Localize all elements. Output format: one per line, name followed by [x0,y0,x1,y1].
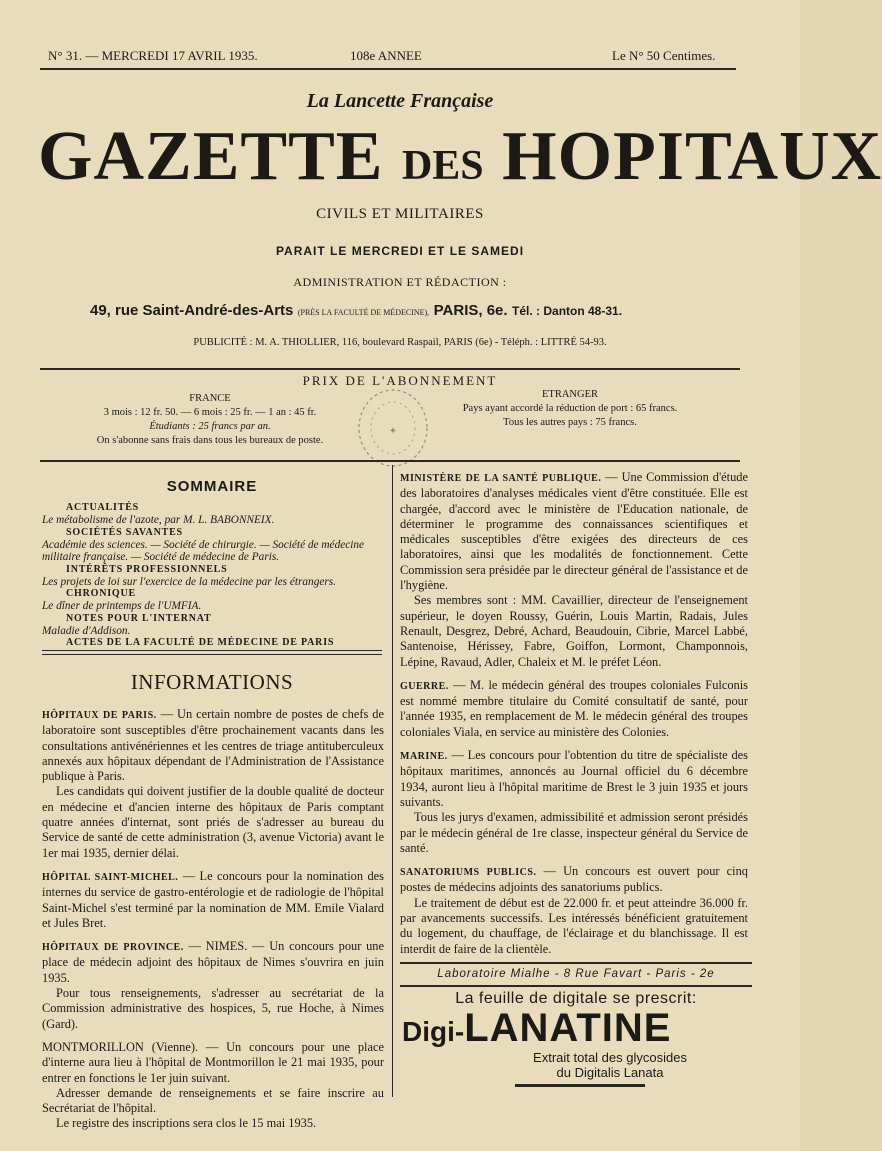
right-text: Ses membres sont : MM. Cavaillier, directeur de l'enseignement supérieur, le doyen Roussy, Guérin, Louis Martin, Radais, Jules Renault, Desgrez, Debré, Achard, Beaudouin, Cibrie, Marcel Labbé, Santenoise, Hérissey, Fabre, Goiffon, Lormont, Champonnois, Lépine, Ravaud, Adler, Chaleix et M. le préfet Léon. [400,593,748,669]
newspaper-title [38,118,882,195]
right-paragraph [400,678,748,740]
informations-title: INFORMATIONS [130,670,294,694]
subtitle: La Lancette Française [306,90,494,112]
info-lead: MONTMORILLON [42,1039,144,1054]
advert-line-2: du Digitalis Lanata [556,1065,664,1080]
sommaire-item: Les projets de loi sur l'exercice de la médecine par les étrangers. [42,575,336,588]
advert-brand [402,1008,752,1048]
right-text: — Un concours est ouvert pour cinq postes de médecins adjoints des sanatoriums publics. [400,864,748,895]
sommaire-category: ACTES DE LA FACULTÉ DE MÉDECINE DE PARIS [66,637,335,648]
right-text: — Les concours pour l'obtention du titre de spécialiste des hôpitaux maritimes, annoncés au Journal officiel du 6 décembre 1934, auront lieu à l'hôpital maritime de Brest le 3 juin 1935 et jours suivants. [400,748,748,809]
right-lead: MARINE. [400,751,448,763]
advert-prescrit: La feuille de digitale se prescrit: [455,990,697,1007]
advert-lab: Laboratoire Mialhe - 8 Rue Favart - Paris - 2e [437,968,715,980]
title-part-gazette: GAZETTE [38,118,384,195]
publicite-line: PUBLICITÉ : M. A. THIOLLIER, 116, boulevard Raspail, PARIS (6e) - Téléph. : LITTRÉ 54-93. [193,337,607,348]
sommaire-list [42,502,382,649]
sommaire-item: Académie des sciences. — Société de chirurgie. — Société de médecine militaire française. — Société de médecine de Paris. [42,538,365,563]
year-line: 108e ANNEE [350,48,422,63]
info-text: (Vienne). — Un concours pour une place d'interne aura lieu à l'hôpital de Montmorillon le 21 mai 1935, pour entrer en fonctions le 1er juin suivant. [42,1039,384,1085]
digilanatine-advert [400,968,752,1088]
france-label: FRANCE [189,393,231,404]
advert-rule [400,985,752,987]
address-near: (PRÈS LA FACULTÉ DE MÉDECINE), [297,308,430,317]
right-paragraph [400,593,748,669]
abonnement-rule [40,460,740,462]
info-text: — NIMES. — Un concours pour une place de médecin adjoint des hôpitaux de Nimes s'ouvrira en juin 1935. [42,939,384,985]
info-paragraph [42,939,384,986]
right-paragraph [400,810,748,856]
right-text: — Une Commission d'étude des laboratoires d'analyses médicales vient d'être constituée. Elle est chargée, d'accord avec le ministère de l'Education nationale, de déterminer le programme des connaissances scientifiques et médicales susceptibles d'être exigées des directeurs de ces laboratoires, ainsi que les modalités de fonctionnement. Cette Commission sera présidée par le directeur général de l'assistance et de l'hygiène. [400,470,749,593]
parait-line: PARAIT LE MERCREDI ET LE SAMEDI [275,244,525,258]
administration-line: ADMINISTRATION ET RÉDACTION : [293,275,507,289]
advert-bottom-bar [515,1084,645,1087]
right-text: Le traitement de début est de 22.000 fr. et peut atteindre 36.000 fr. par avancements successifs. Les intéressés bénéficient gratuitement du logement, du chauffage, de l'éclairage et du blanchissage. Il est interdit de faire de la clientèle. [400,895,748,956]
right-text: Tous les jurys d'examen, admissibilité et admission seront présidés par le médecin général de 1re classe, inspecteur général du Service de santé. [400,810,748,855]
france-note: On s'abonne sans frais dans tous les bureaux de poste. [96,435,324,446]
masthead-rule [40,368,740,370]
address-line [90,302,730,320]
right-lead: MINISTÈRE DE LA SANTÉ PUBLIQUE. [400,473,602,484]
sommaire-item: Le dîner de printemps de l'UMFIA. [42,600,202,612]
info-lead: HÔPITAUX DE PARIS. [42,710,157,721]
info-text: Adresser demande de renseignements et se faire inscrire au Secrétariat de l'hôpital. [42,1085,384,1116]
brand-lanatine: LANATINE [464,1006,672,1050]
advert-top-rule [400,962,752,964]
info-text: Les candidats qui doivent justifier de la double qualité de docteur en médecine et d'ancien interne des hôpitaux de Paris comptant quatre années d'internat, sont priés de s'adresser au bureau du Service de santé de cette administration (3, avenue Victoria) avant le 1er mai 1935, dernier délai. [42,784,384,860]
info-lead: HÔPITAL SAINT-MICHEL. [42,871,179,883]
issue-line: N° 31. — MERCREDI 17 AVRIL 1935. [48,48,258,63]
abonnement-etranger [440,388,700,430]
sommaire-title: SOMMAIRE [166,478,258,495]
sommaire-category: INTÉRÊTS PROFESSIONNELS [66,563,228,575]
info-lead: HÔPITAUX DE PROVINCE. [42,942,184,954]
address-city: PARIS, 6e. [433,302,508,319]
info-paragraph [42,986,384,1032]
etranger-label: ETRANGER [542,389,598,400]
info-text: — Un certain nombre de postes de chefs de laboratoire sont susceptibles d'être prochainement vacants dans les consultations antivénériennes et les centres de triage antituberculeux annexés aux hôpitaux dépendant de l'Administration de l'Assistance publique à Paris. [42,707,384,784]
informations-column [42,707,384,1132]
france-prices: 3 mois : 12 fr. 50. — 6 mois : 25 fr. — 1 an : 45 fr. [103,407,317,418]
sommaire-category: SOCIÉTÉS SAVANTES [66,526,183,538]
title-part-des: DES [401,143,484,189]
advert-line-1: Extrait total des glycosides [533,1050,687,1065]
etranger-line-2: Tous les autres pays : 75 francs. [503,417,637,428]
title-part-hopitaux: HOPITAUX [502,118,882,195]
info-paragraph [42,1086,384,1117]
sommaire-category: CHRONIQUE [66,588,136,599]
info-paragraph [42,1116,384,1131]
info-text: Le registre des inscriptions sera clos le 15 mai 1935. [56,1116,317,1131]
abonnement-title: PRIX DE L'ABONNEMENT [302,373,498,388]
top-rule [40,68,736,70]
info-paragraph [42,784,384,860]
svg-text:✦: ✦ [388,426,398,437]
right-paragraph [400,470,748,593]
address-street: 49, rue Saint-André-des-Arts [90,302,294,319]
column-divider [392,465,393,1097]
info-text: — Le concours pour la nomination des internes du service de gastro-entérologie et de radiologie de l'hôpital Saint-Michel s'est terminé par la nomination de MM. Emile Vialard et Jules Bret. [42,868,384,930]
right-column [400,470,748,957]
info-paragraph [42,707,384,784]
info-text: Pour tous renseignements, s'adresser au secrétariat de la Commission administrative des hospices, 5, rue Hoche, à Nimes (Gard). [42,986,384,1031]
etudiants-price: Étudiants : 25 francs par an. [149,421,271,432]
right-lead: GUERRE. [400,680,449,692]
right-paragraph [400,896,748,957]
etranger-line-1: Pays ayant accordé la réduction de port : 65 francs. [462,403,678,414]
abonnement-france [60,392,360,448]
sommaire-category: ACTUALITÉS [66,502,140,513]
price-line: Le N° 50 Centimes. [612,48,716,63]
info-paragraph [42,1040,384,1086]
sommaire-rule-2 [42,654,382,655]
address-tel: Tél. : Danton 48-31. [512,304,623,318]
brand-digi: Digi- [402,1016,465,1047]
sommaire-category: NOTES POUR L'INTERNAT [66,612,212,624]
right-text: — M. le médecin général des troupes coloniales Fulconis est nommé membre titulaire du Comité consultatif de santé, pour l'année 1935, en remplacement de M. le médecin général des troupes coloniales Viala, en service au ministère des Colonies. [400,677,748,739]
sommaire-rule-1 [42,650,382,651]
civils-line: CIVILS ET MILITAIRES [316,206,484,222]
right-lead: SANATORIUMS PUBLICS. [400,867,537,879]
right-paragraph [400,748,748,810]
sommaire-item: Maladie d'Addison. [42,624,131,637]
sommaire-item: Le métabolisme de l'azote, par M. L. BABONNEIX. [42,514,275,526]
info-paragraph [42,869,384,931]
right-paragraph [400,864,748,896]
